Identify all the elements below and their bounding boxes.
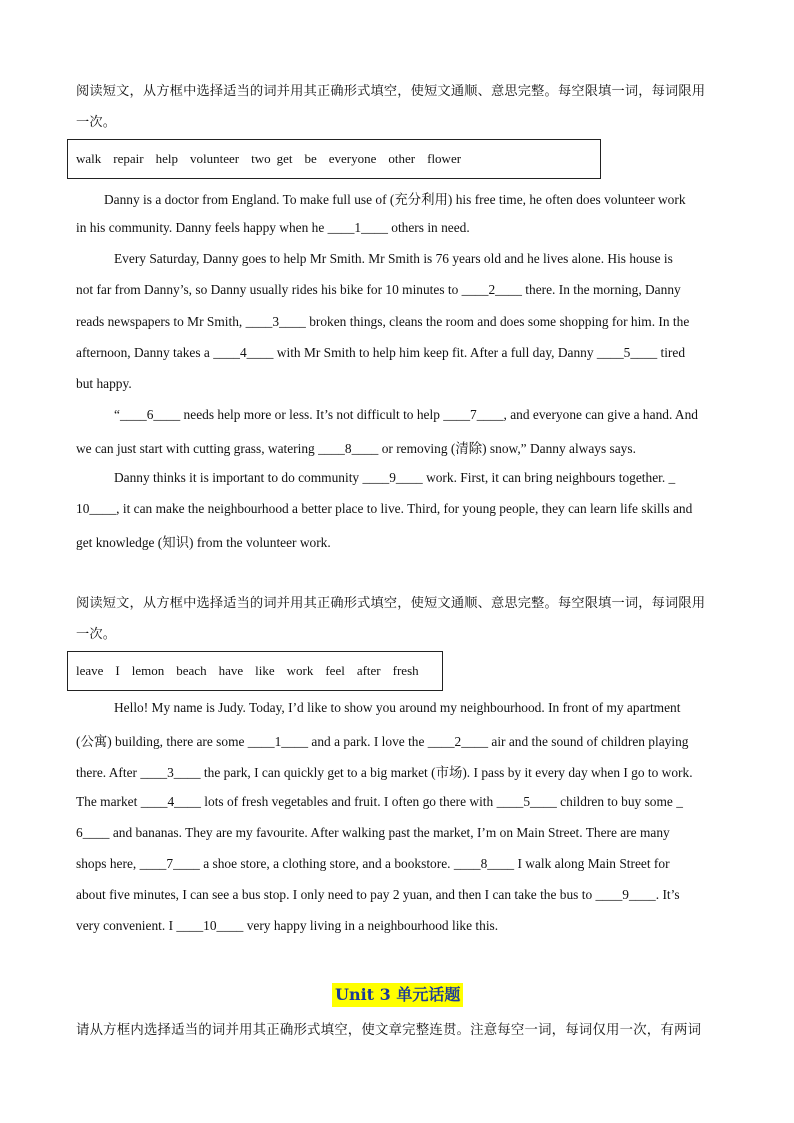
instruction-1: 阅读短文，从方框中选择适当的词并用其正确形式填空，使短文通顺、意思完整。每空限填一词，每词限用一次。 [76,84,706,130]
word: repair [113,151,144,166]
passage-line: (公寓) building, there are some ____1____ and a park. I love the ____2____ air and the sound of children playing [76,734,689,749]
instruction-3: 请从方框内选择适当的词并用其正确形式填空，使文章完整连贯。注意每空一词，每词仅用一次，有两词 [76,1023,702,1038]
passage-line: “____6____ needs help more or less. It’s not difficult to help ____7____, and everyone can give a hand. And [114,407,698,422]
passage-line: Every Saturday, Danny goes to help Mr Smith. Mr Smith is 76 years old and he lives alone. His house is [114,251,673,266]
passage-line: Danny thinks it is important to do community ____9____ work. First, it can bring neighbours together. _ [114,470,676,485]
unit-title: Unit 3 单元话题 [332,983,463,1007]
passage-line: not far from Danny’s, so Danny usually rides his bike for 10 minutes to ____2____ there. In the morning, Danny [76,282,681,297]
word: leave [76,663,104,678]
passage-line: there. After ____3____ the park, I can quickly get to a big market (市场). I pass by it every day when I go to work. [76,765,693,780]
word: have [218,663,244,678]
passage-line: get knowledge (知识) from the volunteer work. [76,535,331,550]
word: like [255,663,275,678]
passage-line: about five minutes, I can see a bus stop. I only need to pay 2 yuan, and then I can take the bus to ____9____. It’s [76,887,680,902]
word: after [356,663,381,678]
word: help [155,151,178,166]
passage-line: shops here, ____7____ a shoe store, a clothing store, and a bookstore. ____8____ I walk along Main Street for [76,856,670,871]
word-box-1 [67,139,601,179]
word: flower [427,151,462,166]
word: everyone [328,151,377,166]
word-box-2 [67,651,443,691]
passage-line: 6____ and bananas. They are my favourite. After walking past the market, I’m on Main Street. There are many [76,825,670,840]
passage-line: very convenient. I ____10____ very happy living in a neighbourhood like this. [76,918,499,933]
word: other [388,151,416,166]
passage-line: in his community. Danny feels happy when he ____1____ others in need. [76,220,470,235]
word: two [251,151,271,166]
word: beach [176,663,207,678]
passage-line: Hello! My name is Judy. Today, I’d like to show you around my neighbourhood. In front of my apartment [114,700,681,715]
instruction-2: 阅读短文，从方框中选择适当的词并用其正确形式填空，使短文通顺、意思完整。每空限填一词，每词限用一次。 [76,596,706,642]
word: volunteer [189,151,240,166]
word: work [286,663,314,678]
passage-line: 10____, it can make the neighbourhood a better place to live. Third, for young people, they can learn life skills and [76,501,693,516]
word: feel [325,663,345,678]
passage-line: reads newspapers to Mr Smith, ____3____ broken things, cleans the room and does some shopping for him. In the [76,314,690,329]
word: get [276,151,293,166]
passage-line: but happy. [76,376,132,391]
word: lemon [131,663,165,678]
passage-line: Danny is a doctor from England. To make full use of (充分利用) his free time, he often does volunteer work [104,192,686,207]
word: I [115,663,120,678]
word: fresh [392,663,419,678]
passage-line: The market ____4____ lots of fresh vegetables and fruit. I often go there with ____5____ children to buy some _ [76,794,683,809]
passage-line: afternoon, Danny takes a ____4____ with Mr Smith to help him keep fit. After a full day, Danny ____5____ tired [76,345,686,360]
word: walk [76,151,102,166]
passage-line: we can just start with cutting grass, watering ____8____ or removing (清除) snow,” Danny always says. [76,441,636,456]
word: be [304,151,317,166]
